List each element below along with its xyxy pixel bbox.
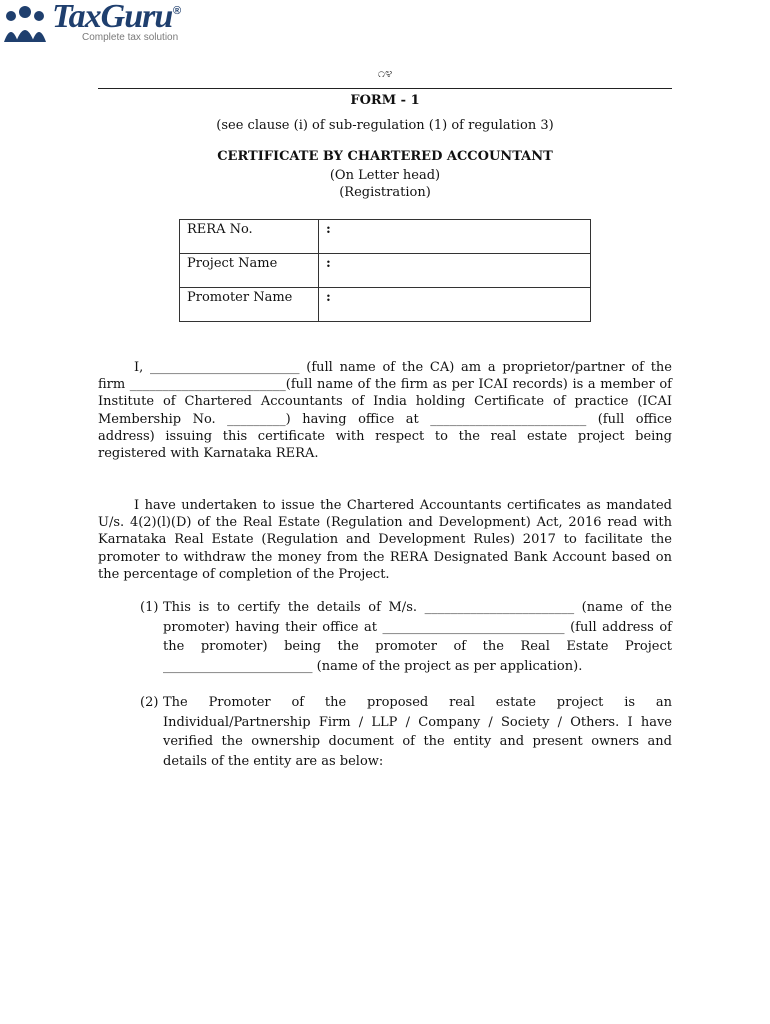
undertaking-paragraph (98, 497, 672, 583)
project-name-label: Project Name (180, 254, 319, 288)
table-row (180, 220, 591, 254)
logo-tagline: Complete tax solution (82, 32, 179, 43)
certificate-title: CERTIFICATE BY CHARTERED ACCOUNTANT (217, 149, 553, 164)
table-row (180, 254, 591, 288)
promoter-name-value: : (319, 288, 591, 322)
form-clause: (see clause (i) of sub-regulation (1) of regulation 3) (216, 118, 554, 133)
info-table (179, 219, 591, 322)
item-text: The Promoter of the proposed real estate project is an Individual/Partnership Firm / LLP / Company / Society / Others. I have verified the ownership document of the entity and present owners and details of the entity are as below: (163, 695, 672, 769)
declaration-paragraph (98, 359, 672, 462)
page-number: ೧೪ (377, 66, 393, 81)
project-name-value: : (319, 254, 591, 288)
promoter-name-label: Promoter Name (180, 288, 319, 322)
letter-head-note: (On Letter head) (329, 168, 441, 183)
undertaking-text: I have undertaken to issue the Chartered Accountants certificates as mandated U/s. 4(2)(l)(D) of the Real Estate (Regulation and Development) Act, 2016 read with Karnataka Real Estate (Regulation and Development Rules) 2017 to facilitate the promoter to withdraw the money from the RERA Designated Bank Account based on the percentage of completion of the Project. (98, 498, 672, 582)
people-logo-icon (2, 2, 48, 46)
header-rule (98, 88, 672, 89)
list-item (140, 598, 672, 676)
item-text: This is to certify the details of M/s. _______________________ (name of the promoter) having their office at ____________________________ (full address of the promoter) being the promoter of the Real Estate Project _______________________ (name of the project as per application). (163, 600, 672, 674)
list-item (140, 693, 672, 771)
taxguru-logo (2, 2, 202, 46)
rera-no-value: : (319, 220, 591, 254)
item-number: (1) (140, 600, 159, 615)
rera-no-label: RERA No. (180, 220, 319, 254)
logo-brand: TaxGuru (52, 0, 173, 35)
table-row (180, 288, 591, 322)
logo-registered-mark: ® (173, 5, 182, 17)
declaration-text: I, _______________________ (full name of the CA) am a proprietor/partner of the firm ________________________(full name of the firm as per ICAI records) is a member of Institute of Chartered Accountants of India holding Certificate of practice (ICAI Membership No. _________) having office at ________________________ (full office address) issuing this certificate with respect to the real estate project being registered with Karnataka RERA. (98, 360, 672, 462)
registration-note: (Registration) (339, 185, 431, 200)
form-title: FORM - 1 (350, 93, 420, 108)
item-number: (2) (140, 695, 159, 710)
